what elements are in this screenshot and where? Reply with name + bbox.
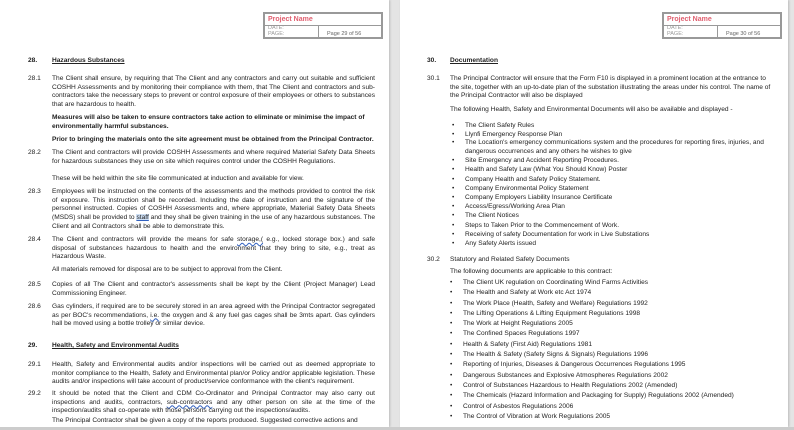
list-item: • Any Safety Alerts issued <box>452 239 767 248</box>
clause-number: 30.2 <box>427 256 440 263</box>
statutory-documents-list <box>450 278 780 422</box>
highlighted-word[interactable]: staff <box>136 214 149 222</box>
list-item: • The Control of Vibration at Work Regulations 2005 <box>450 412 780 422</box>
list-item: • Health and Safety Law (What You Should Know) Poster <box>452 165 767 174</box>
grammar-flagged-word[interactable]: sub-contractors <box>166 398 213 406</box>
list-item: • The Client Safety Rules <box>452 121 767 130</box>
list-item: • Reporting of Injuries, Diseases & Dangerous Occurrences Regulations 1995 <box>450 360 780 370</box>
clause-number: 28.6 <box>28 303 41 310</box>
list-item: • The Location's emergency communications system and the procedures for reporting fires, injuries, and dangerous occurrences and any others he wishes to give <box>452 139 767 156</box>
clause-text <box>52 303 375 329</box>
list-item: • Receiving of safety Documentation for work in Live Substations <box>452 230 767 239</box>
page-label: PAGE: <box>268 30 285 37</box>
list-item: • Company Employers Liability Insurance Certificate <box>452 193 767 202</box>
paragraph: These will be held within the site file communicated at induction and available for view. <box>52 175 304 182</box>
clause-number: 29.2 <box>28 390 41 397</box>
clause-number: 28.4 <box>28 236 41 243</box>
text-run: The Client and contractors will provide the means for safe <box>52 236 237 243</box>
section-heading: Documentation <box>450 57 498 64</box>
section-heading: Hazardous Substances <box>52 57 125 64</box>
clause-number: 28.2 <box>28 149 41 156</box>
bold-paragraph: Measures will also be taken to ensure contractors take action to eliminate or minimise the impact of environmentally harmful substances. <box>52 114 365 130</box>
text-run: and any other person on site at the time of the inspection/audits shall co-operate with those persons carrying out the inspections/audits. <box>52 398 375 415</box>
list-item: • The Health and Safety at Work etc Act 1974 <box>450 288 780 298</box>
list-item: • The Health & Safety (Safety Signs & Signals) Regulations 1996 <box>450 350 780 360</box>
displayed-documents-list <box>452 121 767 248</box>
list-item: • Site Emergency and Accident Reporting Procedures. <box>452 156 767 165</box>
text-run: e.g., locked storage box.) and safe disposal of substances hazardous to health and the environment that they bring to site, e.g., treat as Hazardous Waste. <box>52 236 375 261</box>
text-run: the oxygen and & any fuel gas cages shall be 3mts apart. Gas cylinders hall be moved using a bottle trolley or similar device. <box>52 311 375 328</box>
list-item: • Steps to Taken Prior to the Commencement of Work. <box>452 221 767 230</box>
paragraph: The Principal Contractor shall be given a copy of the reports produced. Suggested corrective actions and <box>52 417 358 424</box>
date-label: DATE: <box>268 25 284 31</box>
list-item: • Llynfi Emergency Response Plan <box>452 130 767 139</box>
list-item: • The Work Place (Health, Safety and Welfare) Regulations 1992 <box>450 299 780 309</box>
project-name: Project Name <box>664 14 780 26</box>
list-item: • Health & Safety (First Aid) Regulations 1981 <box>450 340 780 350</box>
document-page-30 <box>400 0 788 427</box>
clause-text: Health, Safety and Environmental audits and/or inspections will be carried out as deemed appropriate to monitor compliance to the Health, Safety and Environmental plan/or Policy and/or applicable legislation. These audits and/or inspections will take account of product/service conformance with the client's requirement. <box>52 361 375 386</box>
clause-text: Copies of all The Client and contractor's assessments shall be kept by the Client (Project Manager) Lead Commissioning Engineer. <box>52 281 375 297</box>
paragraph: The following Health, Safety and Environmental Documents will also be available and displayed - <box>450 106 733 113</box>
clause-text: The Client shall ensure, by requiring that The Client and any contractors and carry out suitable and sufficient COSHH Assessments and by monitoring their compliance with them, that The Client and contractors and sub-contractors take the necessary steps to prevent or control exposure of their employees or others to substances that are hazardous to health. <box>52 75 375 109</box>
list-item: • Access/Egress/Working Area Plan <box>452 202 767 211</box>
section-number: 30. <box>427 57 437 64</box>
document-page-29 <box>0 0 389 427</box>
project-name: Project Name <box>265 14 381 26</box>
list-item: • Control of Substances Hazardous to Health Regulations 2002 (Amended) <box>450 381 780 391</box>
grammar-flagged-word[interactable]: storage,( <box>237 236 264 243</box>
clause-number: 28.3 <box>28 188 41 195</box>
text-run: It should be noted that the Client and CDM Co-Ordinator and Principal Contractor may also carry out inspections and audits, contractors, <box>52 390 375 406</box>
page-label: PAGE: <box>667 30 684 37</box>
clause-number: 29.1 <box>28 361 41 368</box>
text-run: and they shall be given training in the use of any hazardous substances. The Client and all Contractors shall be able to demonstrate this. <box>52 214 375 230</box>
clause-text: The Principal Contractor will ensure that the Form F10 is displayed in a prominent location at the entrance to the site, together with an up-to-date plan of the substation illustrating the areas under his control. The name of the Principal Contractor will also be displayed <box>450 75 771 100</box>
list-item: • Company Environmental Policy Statement <box>452 184 767 193</box>
header-labels <box>265 26 319 38</box>
clause-text <box>52 390 375 416</box>
section-number: 28. <box>28 57 38 64</box>
section-heading: Health, Safety and Environmental Audits <box>52 342 179 349</box>
date-label: DATE: <box>667 25 683 31</box>
clause-heading: Statutory and Related Safety Documents <box>450 256 570 263</box>
clause-text: The Client and contractors will provide COSHH Assessments and where required Material Safety Data Sheets for hazardous substances they use on site which requires control under the COSHH Regulations. <box>52 149 375 165</box>
text-run: Employees will be instructed on the contents of the assessments and the methods provided to control the risk of exposure. This instruction shall be recorded. Including the date of instruction and the signature of the personnel instructed. Copies of COSHH Assessments and, where appropriate, Material Safety Data Sheets (MSDS) shall be provided to <box>52 188 375 222</box>
section-number: 29. <box>28 342 38 349</box>
paragraph: The following documents are applicable to this contract: <box>450 268 613 275</box>
grammar-flagged-word[interactable]: i.e. <box>150 311 160 319</box>
list-item: • The Work at Height Regulations 2005 <box>450 319 780 329</box>
bold-paragraph: Prior to bringing the materials onto the site agreement must be obtained from the Principal Contractor. <box>52 136 374 143</box>
page-header-box <box>662 12 782 39</box>
list-item: • The Client UK regulation on Coordinating Wind Farms Activities <box>450 278 780 288</box>
clause-text <box>52 236 375 262</box>
list-item: • Control of Asbestos Regulations 2006 <box>450 402 780 412</box>
list-item: • Dangerous Substances and Explosive Atmospheres Regulations 2002 <box>450 371 780 381</box>
page-number: Page 29 of 56 <box>327 31 362 37</box>
page-number: Page 30 of 56 <box>726 31 761 37</box>
clause-text <box>52 188 375 232</box>
list-item: • The Chemicals (Hazard Information and Packaging for Supply) Regulations 2002 (Amended) <box>450 391 780 401</box>
page-header-box <box>263 12 383 39</box>
list-item: • The Confined Spaces Regulations 1997 <box>450 329 780 339</box>
clause-number: 30.1 <box>427 75 440 82</box>
header-labels <box>664 26 718 38</box>
clause-number: 28.5 <box>28 281 41 288</box>
list-item: • Company Health and Safety Policy Statement. <box>452 175 767 184</box>
paragraph: All materials removed for disposal are to be subject to approval from the Client. <box>52 266 283 273</box>
clause-number: 28.1 <box>28 75 41 82</box>
text-run: Gas cylinders, if required are to be securely stored in an area agreed with the Principal Contractor segregated as per BOC's recommendations, <box>52 303 375 319</box>
list-item: • The Client Notices <box>452 211 767 220</box>
list-item: • The Lifting Operations & Lifting Equipment Regulations 1998 <box>450 309 780 319</box>
